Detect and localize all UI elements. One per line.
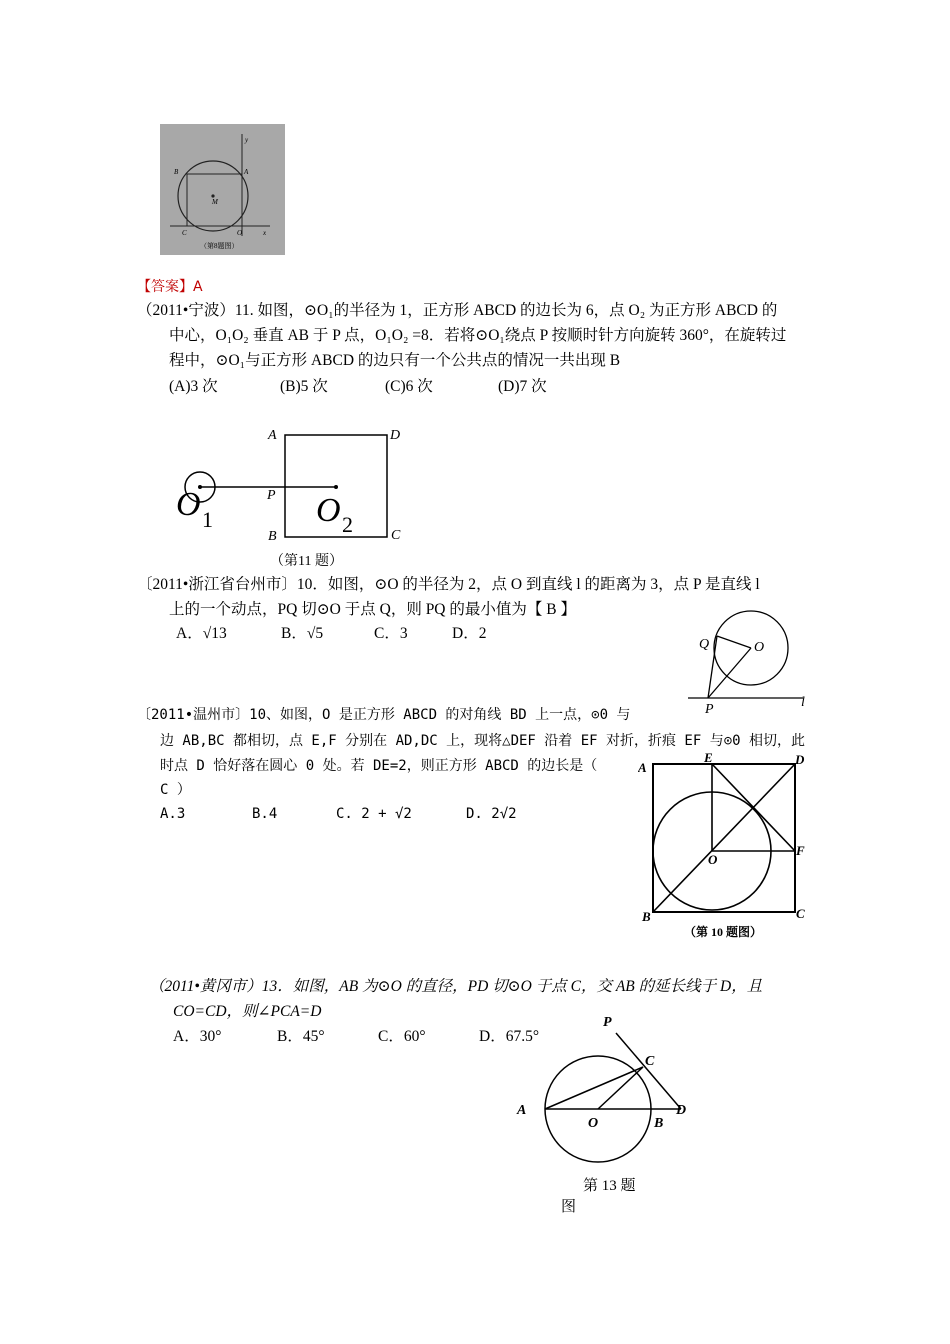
q10a-option-a: A．√13 [176, 625, 227, 642]
q10a-line2: 上的一个动点，PQ 切⊙O 于点 Q，则 PQ 的最小值为【 B 】 [169, 601, 576, 618]
figure-10a-diagram [685, 608, 815, 718]
fig11-label-O2: O [316, 492, 341, 529]
q13-option-a: A．30° [173, 1028, 222, 1045]
fig10a-label-P: P [705, 702, 714, 717]
q13-option-b: B．45° [277, 1028, 325, 1045]
q11-line3: 程中，⊙O₁与正方形 ABCD 的边只有一个公共点的情况一共出现 B [169, 352, 621, 369]
fig8-label-y: y [245, 136, 249, 144]
fig8-label-x: x [263, 229, 267, 237]
q10b-line1: 〔2011•温州市〕10、如图，O 是正方形 ABCD 的对角线 BD 上一点，⊙0 与 [137, 707, 631, 723]
fig11-label-P: P [267, 488, 276, 503]
q11-option-d: (D)7 次 [498, 378, 547, 395]
fig10b-label-E: E [704, 752, 713, 765]
answer-8: 【答案】A [137, 279, 203, 295]
q11-option-c: (C)6 次 [385, 378, 433, 395]
q10b-line2: 边 AB,BC 都相切，点 E,F 分别在 AD,DC 上，现将△DEF 沿着 EF 对折，折痕 EF 与⊙0 相切，此 [160, 733, 806, 749]
q10a-option-b: B．√5 [281, 625, 324, 642]
fig11-label-C: C [391, 528, 401, 543]
fig13-label-A: A [517, 1103, 527, 1118]
figure-8-image [160, 124, 285, 255]
fig11-label-D: D [390, 428, 401, 443]
q13-option-d: D．67.5° [479, 1028, 540, 1045]
fig10a-label-l: l [801, 695, 805, 710]
q10b-option-c: C. 2 + √2 [336, 806, 412, 822]
fig13-caption-2: 图 [561, 1199, 577, 1215]
figure-11-diagram [170, 420, 420, 575]
fig8-caption: （第8题图） [200, 242, 239, 250]
fig10a-label-O: O [754, 640, 765, 655]
fig13-label-O: O [588, 1116, 599, 1131]
q13-option-c: C．60° [378, 1028, 426, 1045]
fig13-label-C: C [645, 1054, 655, 1069]
q11-line1: （2011•宁波）11. 如图，⊙O₁的半径为 1，正方形 ABCD 的边长为 6，点 O₂ 为正方形 ABCD 的 [137, 302, 778, 319]
fig8-label-A: A [244, 168, 249, 176]
fig10a-label-Q: Q [699, 637, 710, 652]
fig10b-label-B: B [642, 909, 651, 924]
q10a-option-c: C．3 [374, 625, 408, 642]
q13-line1: （2011•黄冈市）13．如图，AB 为⊙O 的直径，PD 切⊙O 于点 C，交 AB 的延长线于 D，且 [149, 978, 763, 995]
figure-10b-diagram [638, 752, 818, 947]
q10b-option-a: A.3 [160, 806, 186, 822]
q11-line2: 中心，O₁O₂ 垂直 AB 于 P 点，O₁O₂ =8．若将⊙O₁绕点 P 按顺时针方向旋转 360°，在旋转过 [169, 327, 787, 344]
q10a-line1: 〔2011•浙江省台州市〕10．如图，⊙O 的半径为 2，点 O 到直线 l 的距离为 3，点 P 是直线 l [137, 576, 760, 593]
q11-option-b: (B)5 次 [280, 378, 328, 395]
fig11-label-O1: O [176, 486, 201, 523]
fig13-label-D: D [676, 1103, 687, 1118]
fig10b-label-C: C [796, 906, 805, 921]
fig13-label-B: B [654, 1116, 664, 1131]
fig8-label-B: B [174, 168, 179, 176]
fig11-caption: （第11 题） [270, 554, 343, 569]
fig10b-label-D: D [795, 752, 805, 767]
fig11-label-sub1: 1 [202, 507, 213, 532]
fig10b-label-O: O [708, 852, 718, 867]
fig13-label-P: P [603, 1015, 612, 1030]
q10a-option-d: D．2 [452, 625, 487, 642]
fig11-label-A: A [268, 428, 277, 443]
fig13-caption-1: 第 13 题 [583, 1178, 636, 1194]
fig11-label-B: B [268, 529, 277, 544]
q10b-line3: 时点 D 恰好落在圆心 0 处。若 DE=2，则正方形 ABCD 的边长是（ [160, 758, 598, 774]
figure-13-diagram [510, 1008, 710, 1218]
fig8-label-M: M [212, 198, 218, 206]
fig11-label-sub2: 2 [342, 512, 353, 537]
q11-option-a: (A)3 次 [169, 378, 218, 395]
q10b-option-b: B.4 [252, 806, 278, 822]
q13-line2: CO=CD，则∠PCA=D [173, 1003, 322, 1020]
fig10b-label-A: A [638, 760, 647, 775]
fig8-label-C: C [182, 229, 187, 237]
q10b-line4: C ） [160, 782, 191, 798]
fig10b-caption: （第 10 题图） [684, 925, 763, 939]
q10b-option-d: D. 2√2 [466, 806, 517, 822]
fig8-label-O: O [237, 229, 243, 237]
fig10b-label-F: F [796, 843, 805, 858]
